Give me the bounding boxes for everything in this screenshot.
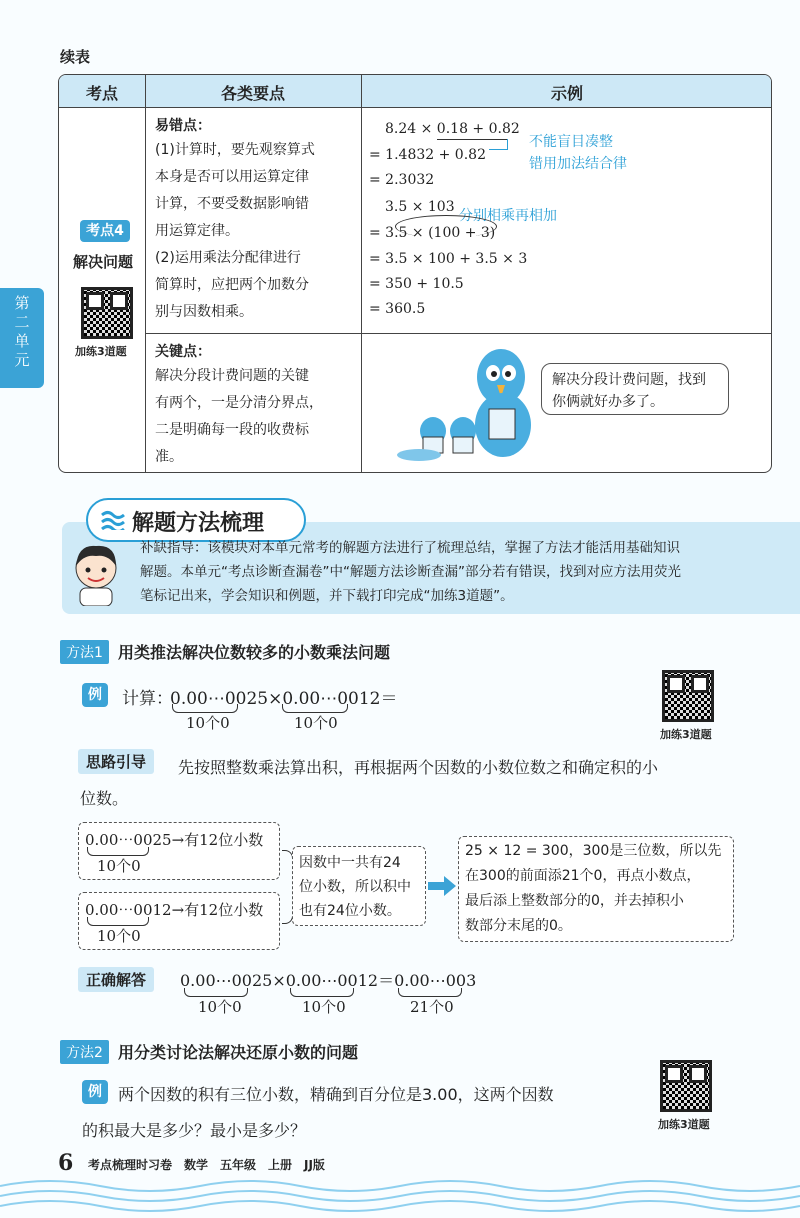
page-number: 6: [58, 1150, 74, 1176]
error-line: 别与因数相乘。: [155, 304, 253, 320]
factor-box-1: [78, 822, 280, 880]
bird-illustration: [389, 337, 559, 467]
answer-tag: 正确解答: [78, 967, 154, 992]
method1-title: 用类推法解决位数较多的小数乘法问题: [118, 643, 391, 662]
key-line: 有两个，一是分清分界点，: [155, 395, 323, 411]
guide-line: 笔标记出来，学会知识和例题，并下载打印完成“加练3道题”。: [140, 588, 514, 604]
header-example: 示例: [550, 84, 583, 103]
error-line: 简算时，应把两个加数分: [155, 277, 309, 293]
result-line: 数部分末尾的0。: [465, 918, 572, 934]
footer-wave-decoration: [0, 1176, 800, 1218]
example-line: = 1.4832 + 0.82: [369, 147, 486, 163]
result-line: 最后添上整数部分的0，并去掉积小: [465, 893, 684, 909]
guide-line: 解题。本单元“考点诊断查漏卷”中“解题方法诊断查漏”部分若有错误，找到对应方法用荧光: [140, 564, 681, 580]
bubble-line: 你俩就好办多了。: [552, 394, 664, 410]
answer-expression: 0.00⋯0025×0.00⋯0012＝0.00⋯003: [180, 971, 477, 990]
error-title: 易错点：: [155, 118, 211, 134]
example-tag: 例: [82, 683, 108, 707]
bubble-line: 解决分段计费问题，找到: [552, 372, 706, 388]
brace-label: 10个0: [198, 998, 242, 1016]
method2-title: 用分类讨论法解决还原小数的问题: [118, 1043, 359, 1062]
arc-mark: [395, 215, 497, 238]
sum-line: 因数中一共有24: [299, 855, 401, 871]
factor-text: 0.00⋯0025→有12位小数: [85, 831, 264, 849]
wave-icon: [100, 510, 126, 530]
girl-avatar: [66, 540, 126, 606]
qr-label: 加练3道题: [658, 1118, 710, 1131]
sum-line: 位小数，所以积中: [299, 879, 411, 895]
calc-expression: 0.00⋯0025×0.00⋯0012＝: [170, 689, 398, 709]
point-badge: 考点4: [80, 220, 130, 242]
note-line: 错用加法结合律: [529, 156, 627, 172]
example-line: 3.5 × 103: [385, 199, 455, 215]
example-line: = 3.5 × (100 + 3): [369, 225, 496, 241]
note-distribute: 分别相乘再相加: [459, 208, 557, 224]
qr-label: 加练3道题: [660, 728, 712, 741]
qr-label: 加练3道题: [75, 345, 127, 358]
header-essentials: 各类要点: [220, 84, 285, 103]
method1-tag: 方法1: [60, 640, 109, 664]
key-line: 二是明确每一段的收费标: [155, 422, 309, 438]
question-line: 的积最大是多少？最小是多少？: [82, 1121, 307, 1140]
question-line: 两个因数的积有三位小数，精确到百分位是3.00，这两个因数: [118, 1085, 554, 1104]
error-line: (1)计算时，要先观察算式: [155, 142, 315, 158]
sum-box: [292, 846, 426, 926]
qr-code-icon[interactable]: [662, 670, 714, 722]
brace-label: 10个0: [97, 927, 141, 945]
result-line: 在300的前面添21个0，再点小数点，: [465, 868, 701, 884]
key-line: 准。: [155, 449, 183, 465]
speech-bubble: [541, 363, 729, 415]
unit-side-tab[interactable]: [0, 288, 44, 388]
result-line: 25 × 12 = 300，300是三位数，所以先: [465, 843, 722, 859]
result-box: [458, 836, 734, 942]
summary-table: [58, 74, 772, 473]
brace-label: 21个0: [410, 998, 454, 1016]
example-line: = 3.5 × 100 + 3.5 × 3: [369, 251, 528, 267]
point-name: 解决问题: [73, 253, 134, 271]
factor-box-2: [78, 892, 280, 950]
example-line: = 2.3032: [369, 172, 435, 188]
error-line: (2)运用乘法分配律进行: [155, 250, 301, 266]
example-line: = 350 + 10.5: [369, 276, 464, 292]
arrow-right-icon: [428, 876, 456, 896]
qr-code-icon[interactable]: [660, 1060, 712, 1112]
error-line: 本身是否可以用运算定律: [155, 169, 309, 185]
calc-prefix: 计算：: [122, 689, 173, 709]
example-line: 8.24 × 0.18 + 0.82: [385, 121, 520, 137]
pointer-line: [489, 139, 508, 150]
hint-tag: 思路引导: [78, 749, 154, 774]
note-line: 不能盲目凑整: [529, 134, 613, 150]
error-line: 计算，不要受数据影响错: [155, 196, 309, 212]
factor-text: 0.00⋯0012→有12位小数: [85, 901, 264, 919]
example-tag: 例: [82, 1080, 108, 1104]
guide-line: 补缺指导：该模块对本单元常考的解题方法进行了梳理总结，掌握了方法才能活用基础知识: [140, 540, 680, 556]
section-title: 解题方法梳理: [132, 511, 265, 536]
hint-line: 位数。: [80, 789, 129, 808]
brace-label: 10个0: [186, 714, 230, 732]
hint-line: 先按照整数乘法算出积，再根据两个因数的小数位数之和确定积的小: [178, 758, 659, 777]
continue-label: 续表: [60, 48, 91, 66]
brace-label: 10个0: [97, 857, 141, 875]
method2-tag: 方法2: [60, 1040, 109, 1064]
example-line: = 360.5: [369, 301, 426, 317]
qr-code-icon[interactable]: [81, 287, 133, 339]
header-point: 考点: [85, 84, 118, 103]
brace-label: 10个0: [302, 998, 346, 1016]
brace-label: 10个0: [294, 714, 338, 732]
sum-line: 也有24位小数。: [299, 903, 401, 919]
footer-text: 考点梳理时习卷 数学 五年级 上册 JJ版: [88, 1158, 325, 1172]
error-line: 用运算定律。: [155, 223, 239, 239]
side-tab-label: 第二单元: [14, 294, 30, 369]
key-title: 关键点：: [155, 344, 211, 360]
key-line: 解决分段计费问题的关键: [155, 368, 309, 384]
